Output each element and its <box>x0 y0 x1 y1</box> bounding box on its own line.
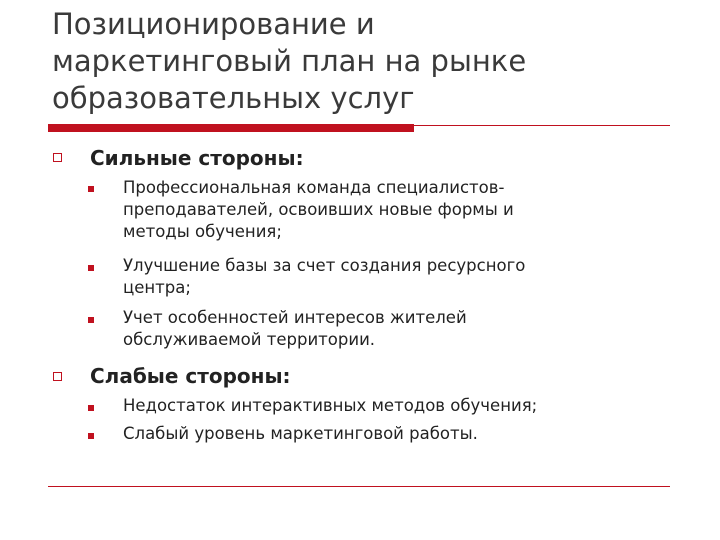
strength-item-1 <box>123 177 643 243</box>
strength-item-1-line-2: преподавателей, освоивших новые формы и <box>123 200 514 219</box>
solid-square-bullet-icon <box>88 186 94 192</box>
strength-item-3 <box>123 307 643 351</box>
strength-item-2-line-1: Улучшение базы за счет создания ресурсного <box>123 256 526 275</box>
strengths-heading: Сильные стороны: <box>90 146 304 170</box>
strength-item-2 <box>123 255 643 299</box>
weakness-item-1 <box>123 395 643 417</box>
footer-divider <box>48 486 670 487</box>
solid-square-bullet-icon <box>88 405 94 411</box>
solid-square-bullet-icon <box>88 433 94 439</box>
strength-item-2-line-2: центра; <box>123 278 191 297</box>
weakness-item-2-line-1: Слабый уровень маркетинговой работы. <box>123 424 478 443</box>
title-divider-accent <box>48 124 414 132</box>
weakness-item-2 <box>123 423 643 445</box>
weaknesses-heading: Слабые стороны: <box>90 364 291 388</box>
slide-title-line-2: маркетинговый план на рынке <box>52 44 527 78</box>
hollow-square-bullet-icon <box>53 372 62 381</box>
slide-title <box>52 6 692 117</box>
strength-item-1-line-1: Профессиональная команда специалистов- <box>123 178 505 197</box>
slide-title-line-1: Позиционирование и <box>52 7 375 41</box>
slide-title-line-3: образовательных услуг <box>52 81 415 115</box>
solid-square-bullet-icon <box>88 317 94 323</box>
solid-square-bullet-icon <box>88 265 94 271</box>
weakness-item-1-line-1: Недостаток интерактивных методов обучения; <box>123 396 538 415</box>
strength-item-3-line-1: Учет особенностей интересов жителей <box>123 308 467 327</box>
hollow-square-bullet-icon <box>53 153 62 162</box>
strength-item-1-line-3: методы обучения; <box>123 222 282 241</box>
strength-item-3-line-2: обслуживаемой территории. <box>123 330 376 349</box>
